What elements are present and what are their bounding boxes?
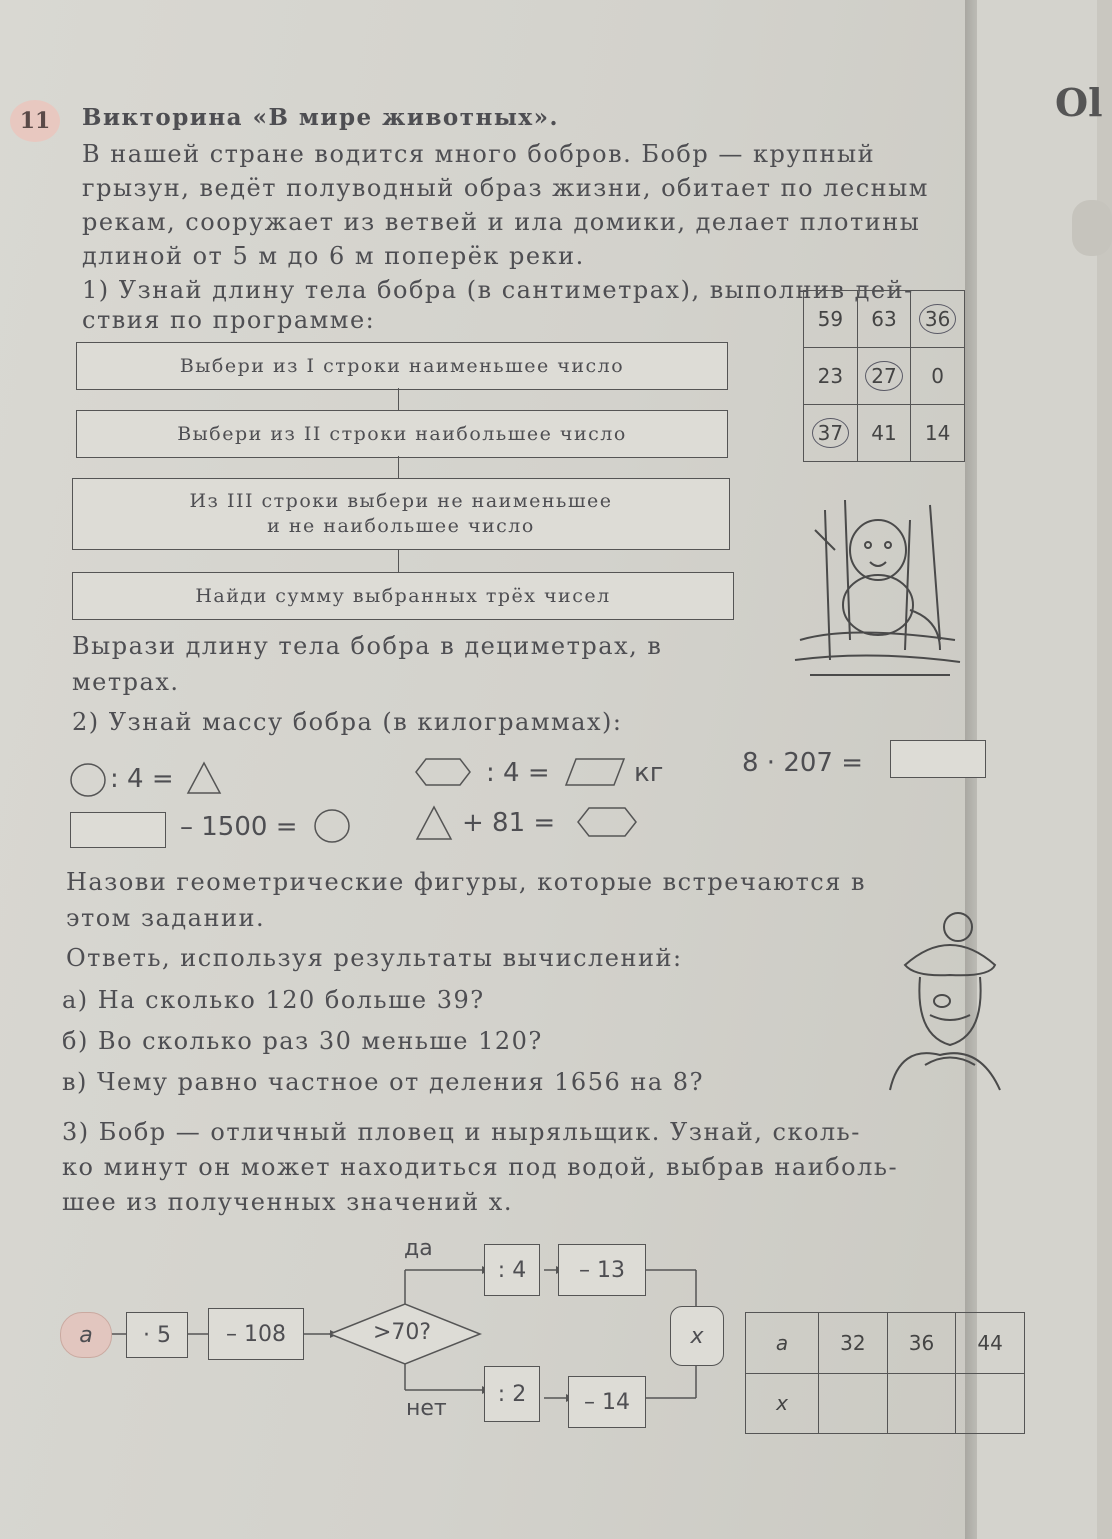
grid-cell-circled: 27 [865,361,902,391]
eq-minus-1500: – 1500 = [180,812,298,842]
eq-plus-81: + 81 = [462,808,556,838]
hexagon-shape [414,755,472,789]
intro-line-4: длиной от 5 м до 6 м поперёк реки. [82,242,585,270]
triangle-shape-2 [414,804,454,842]
question-v: в) Чему равно частное от деления 1656 на 8? [62,1068,704,1096]
hexagon-result-shape [576,804,638,840]
intro-line-1: В нашей стране водится много бобров. Бобр — крупный [82,140,876,168]
parallelogram-shape [564,756,626,788]
circle-shape [68,762,108,798]
a-value: 32 [819,1313,888,1374]
grid-cell-wrap [857,348,911,405]
results-row-a [746,1313,1025,1374]
grid-cell: 14 [911,405,965,462]
question-a: а) На сколько 120 больше 39? [62,986,485,1014]
grid-cell-circled: 36 [919,304,956,334]
circle-result-shape [312,808,352,844]
next-page-heading: Ol [1055,80,1103,125]
grid-row-2 [804,348,965,405]
kg-unit: кг [634,758,664,788]
eq-8x207: 8 · 207 = [742,748,864,778]
convert-line-2: метрах. [72,668,180,696]
x-value-empty [956,1373,1025,1434]
number-grid [803,290,965,462]
grid-cell-circled: 37 [812,418,849,448]
flow-op-mul5: · 5 [126,1312,188,1358]
results-row-x [746,1373,1025,1434]
grid-cell: 41 [857,405,911,462]
grid-cell-wrap [804,405,858,462]
task-title: Викторина «В мире животных». [82,104,560,131]
a-value: 36 [887,1313,956,1374]
flow-end-x: x [670,1306,724,1366]
shapes-question-2: этом задании. [66,904,266,932]
flow-no-div2: : 2 [484,1366,540,1422]
a-value: 44 [956,1313,1025,1374]
flow-no-minus14: – 14 [568,1376,646,1428]
grid-row-1 [804,291,965,348]
part2-title: 2) Узнай массу бобра (в килограммах): [72,708,623,736]
part1-line-1: 1) Узнай длину тела бобра (в сантиметрах), выполнив дей- [82,276,914,304]
flow-yes-div4: : 4 [484,1244,540,1296]
row-label-a: a [746,1313,819,1374]
x-value-empty [819,1373,888,1434]
beaver-illustration [790,490,965,690]
intro-line-2: грызун, ведёт полуводный образ жизни, обитает по лесным [82,174,929,202]
answer-prompt: Ответь, используя результаты вычислений: [66,944,683,972]
answer-box-8x207 [890,740,986,778]
part3-line-2: ко минут он может находиться под водой, выбрав наиболь- [62,1153,899,1181]
grid-cell-wrap [911,291,965,348]
part3-line-1: 3) Бобр — отличный пловец и ныряльщик. Узнай, сколь- [62,1118,861,1146]
grid-row-3 [804,405,965,462]
program-step-1: Выбери из I строки наименьшее число [76,342,728,390]
part1-line-2: ствия по программе: [82,306,376,334]
convert-line-1: Вырази длину тела бобра в дециметрах, в [72,632,663,660]
flow-op-minus108: – 108 [208,1308,304,1360]
program-step-2: Выбери из II строки наибольшее число [76,410,728,458]
question-b: б) Во сколько раз 30 меньше 120? [62,1027,543,1055]
flow-yes-minus13: – 13 [558,1244,646,1296]
shapes-question-1: Назови геометрические фигуры, которые встречаются в [66,868,867,896]
flow-no-label: нет [406,1396,447,1421]
program-step-3: Из III строки выбери не наименьшее и не наибольшее число [72,478,730,550]
program-arrow-1 [398,388,399,410]
grid-cell: 59 [804,291,858,348]
x-value-empty [887,1373,956,1434]
task-number-badge: 11 [10,100,60,142]
intro-line-3: рекам, сооружает из ветвей и ила домики, делает плотины [82,208,921,236]
next-page-marker [1072,200,1112,256]
grid-cell: 23 [804,348,858,405]
eq-hexagon-div4: : 4 = [486,758,550,788]
row-label-x: x [746,1373,819,1434]
flow-yes-label: да [404,1236,433,1261]
program-arrow-2 [398,456,399,478]
flow-condition: >70? [373,1320,432,1345]
eq-circle-div4: : 4 = [110,764,174,794]
rectangle-shape [70,812,166,848]
grid-cell: 0 [911,348,965,405]
flow-start-a: a [60,1312,112,1358]
grid-cell: 63 [857,291,911,348]
program-arrow-3 [398,550,399,572]
part3-line-3: шее из полученных значений x. [62,1188,513,1216]
triangle-shape [185,760,223,796]
program-step-4: Найди сумму выбранных трёх чисел [72,572,734,620]
man-illustration [880,905,1010,1090]
results-table [745,1312,1025,1434]
